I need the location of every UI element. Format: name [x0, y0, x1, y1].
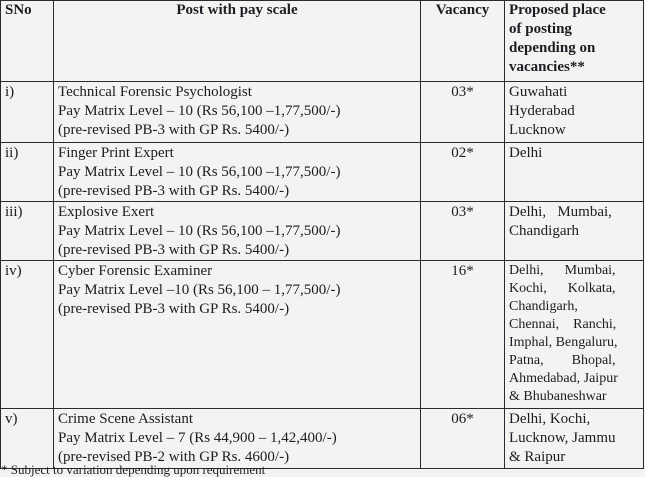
table-row	[1, 202, 644, 261]
post-pre-revised: (pre-revised PB-3 with GP Rs. 5400/-)	[58, 242, 290, 258]
place-line: Ahmedabad, Jaipur	[509, 371, 618, 386]
row-sno: iv)	[1, 261, 54, 409]
place-line: Guwahati	[509, 84, 568, 100]
place-line: & Bhubaneshwar	[509, 389, 607, 404]
post-pay-matrix: Pay Matrix Level – 10 (Rs 56,100 –1,77,500/-)	[58, 223, 341, 239]
place-line: Chennai, Ranchi,	[509, 317, 617, 332]
header-vacancy: Vacancy	[421, 1, 505, 82]
header-post: Post with pay scale	[54, 1, 421, 82]
place-line: Lucknow	[509, 122, 566, 138]
post-title: Explosive Exert	[58, 204, 155, 220]
row-vacancy: 03*	[421, 202, 505, 261]
place-line: Imphal, Bengaluru,	[509, 335, 618, 350]
row-vacancy: 03*	[421, 82, 505, 143]
row-post	[54, 409, 421, 469]
post-pay-matrix: Pay Matrix Level – 10 (Rs 56,100 –1,77,500/-)	[58, 103, 341, 119]
post-pay-matrix: Pay Matrix Level – 7 (Rs 44,900 – 1,42,400/-)	[58, 430, 337, 446]
row-vacancy: 02*	[421, 143, 505, 202]
table-row	[1, 82, 644, 143]
header-place	[505, 1, 644, 82]
footnote: * Subject to variation depending upon requirement	[1, 462, 266, 477]
row-place	[505, 143, 644, 202]
row-place	[505, 82, 644, 143]
row-post	[54, 143, 421, 202]
row-vacancy: 06*	[421, 409, 505, 469]
header-place-line: depending on	[509, 40, 596, 56]
post-pre-revised: (pre-revised PB-3 with GP Rs. 5400/-)	[58, 122, 290, 138]
row-post	[54, 82, 421, 143]
post-title: Crime Scene Assistant	[58, 411, 193, 427]
place-line: Delhi, Mumbai,	[509, 204, 612, 220]
post-pay-matrix: Pay Matrix Level – 10 (Rs 56,100 –1,77,500/-)	[58, 164, 341, 180]
post-pre-revised: (pre-revised PB-2 with GP Rs. 4600/-)	[58, 449, 290, 465]
post-pay-matrix: Pay Matrix Level –10 (Rs 56,100 – 1,77,500/-)	[58, 282, 341, 298]
row-post	[54, 202, 421, 261]
row-place	[505, 202, 644, 261]
row-sno: iii)	[1, 202, 54, 261]
table-row	[1, 143, 644, 202]
place-line: Delhi, Kochi,	[509, 411, 591, 427]
header-place-line: Proposed place	[509, 2, 606, 18]
row-sno: ii)	[1, 143, 54, 202]
row-place	[505, 409, 644, 469]
header-row	[1, 1, 644, 82]
post-pre-revised: (pre-revised PB-3 with GP Rs. 5400/-)	[58, 301, 290, 317]
post-title: Finger Print Expert	[58, 145, 174, 161]
row-place	[505, 261, 644, 409]
place-line: & Raipur	[509, 449, 566, 465]
row-sno: v)	[1, 409, 54, 469]
place-line: Hyderabad	[509, 103, 575, 119]
row-post	[54, 261, 421, 409]
place-line: Chandigarh	[509, 223, 579, 239]
table-row	[1, 261, 644, 409]
header-place-line: of posting	[509, 21, 572, 37]
post-title: Cyber Forensic Examiner	[58, 263, 213, 279]
table-row	[1, 409, 644, 469]
row-sno: i)	[1, 82, 54, 143]
place-line: Patna, Bhopal,	[509, 353, 616, 368]
place-line: Kochi, Kolkata,	[509, 281, 616, 296]
place-line: Lucknow, Jammu	[509, 430, 616, 446]
post-pre-revised: (pre-revised PB-3 with GP Rs. 5400/-)	[58, 183, 290, 199]
header-sno: SNo	[1, 1, 54, 82]
row-vacancy: 16*	[421, 261, 505, 409]
place-line: Chandigarh,	[509, 299, 578, 314]
post-title: Technical Forensic Psychologist	[58, 84, 252, 100]
place-line: Delhi, Mumbai,	[509, 263, 616, 278]
place-line: Delhi	[509, 145, 543, 161]
header-place-line: vacancies**	[509, 59, 585, 75]
